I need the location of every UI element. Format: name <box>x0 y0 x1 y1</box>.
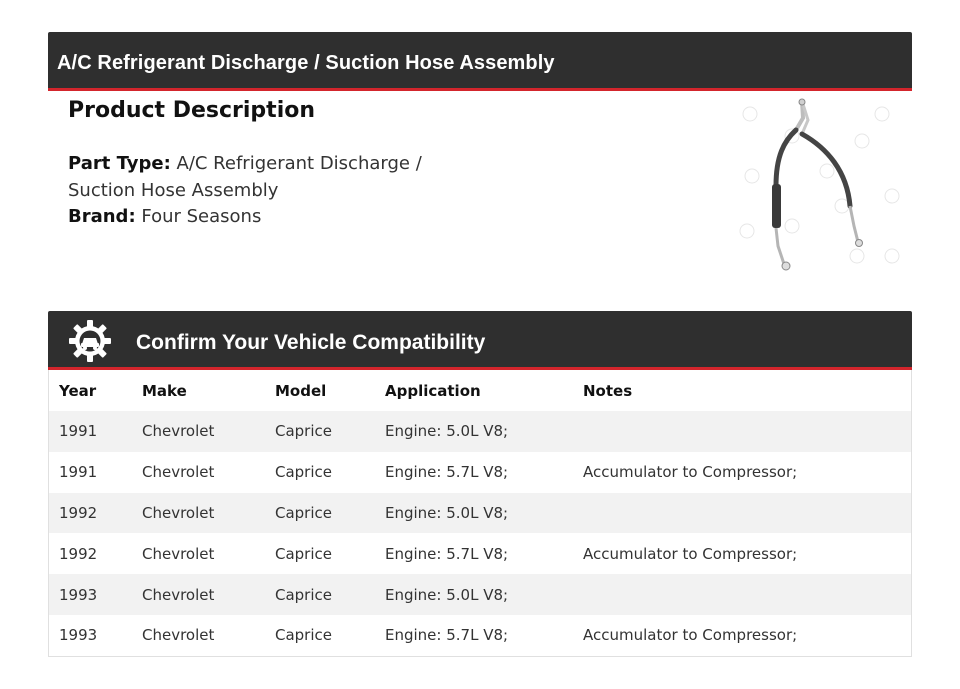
description-details <box>68 151 448 231</box>
cell-year: 1991 <box>49 411 132 452</box>
cell-make: Chevrolet <box>132 574 265 615</box>
table-header-row <box>49 370 911 411</box>
cell-year: 1993 <box>49 574 132 615</box>
compatibility-table-container <box>48 370 912 657</box>
part-type-label: Part Type: <box>68 153 171 174</box>
cell-year: 1993 <box>49 615 132 656</box>
cell-application: Engine: 5.0L V8; <box>375 411 573 452</box>
cell-notes <box>573 574 911 615</box>
ac-hose-assembly-image <box>732 96 912 276</box>
brand-line <box>68 204 448 231</box>
table-row <box>49 411 911 452</box>
table-row <box>49 615 911 656</box>
column-header-application: Application <box>385 381 481 400</box>
cell-notes <box>573 411 911 452</box>
column-header-year: Year <box>59 381 97 400</box>
column-header-model: Model <box>275 381 327 400</box>
cell-year: 1992 <box>49 493 132 534</box>
cell-notes: Accumulator to Compressor; <box>573 533 911 574</box>
cell-application: Engine: 5.7L V8; <box>375 615 573 656</box>
compatibility-title: Confirm Your Vehicle Compatibility <box>136 331 486 354</box>
cell-make: Chevrolet <box>132 615 265 656</box>
cell-application: Engine: 5.0L V8; <box>375 574 573 615</box>
table-row <box>49 452 911 493</box>
brand-label: Brand: <box>68 206 136 227</box>
cell-notes: Accumulator to Compressor; <box>573 452 911 493</box>
part-type-value: A/C Refrigerant Discharge / Suction Hose Assembly <box>68 153 422 201</box>
product-title-bar <box>48 32 912 91</box>
column-header-notes: Notes <box>583 381 633 400</box>
cell-make: Chevrolet <box>132 493 265 534</box>
cell-model: Caprice <box>265 452 375 493</box>
column-header-make: Make <box>142 381 187 400</box>
table-row <box>49 574 911 615</box>
cell-notes: Accumulator to Compressor; <box>573 615 911 656</box>
cell-application: Engine: 5.7L V8; <box>375 452 573 493</box>
cell-make: Chevrolet <box>132 411 265 452</box>
compatibility-title-bar <box>48 311 912 370</box>
table-row <box>49 533 911 574</box>
brand-value: Four Seasons <box>141 206 262 227</box>
table-row <box>49 493 911 534</box>
gear-car-icon <box>68 319 112 363</box>
cell-make: Chevrolet <box>132 533 265 574</box>
cell-model: Caprice <box>265 493 375 534</box>
product-title: A/C Refrigerant Discharge / Suction Hose Assembly <box>57 52 555 74</box>
cell-application: Engine: 5.0L V8; <box>375 493 573 534</box>
description-heading: Product Description <box>68 98 316 123</box>
part-type-line <box>68 151 448 204</box>
cell-make: Chevrolet <box>132 452 265 493</box>
cell-application: Engine: 5.7L V8; <box>375 533 573 574</box>
cell-model: Caprice <box>265 574 375 615</box>
cell-year: 1991 <box>49 452 132 493</box>
cell-notes <box>573 493 911 534</box>
cell-model: Caprice <box>265 615 375 656</box>
cell-model: Caprice <box>265 411 375 452</box>
cell-model: Caprice <box>265 533 375 574</box>
cell-year: 1992 <box>49 533 132 574</box>
compatibility-table <box>49 370 911 656</box>
